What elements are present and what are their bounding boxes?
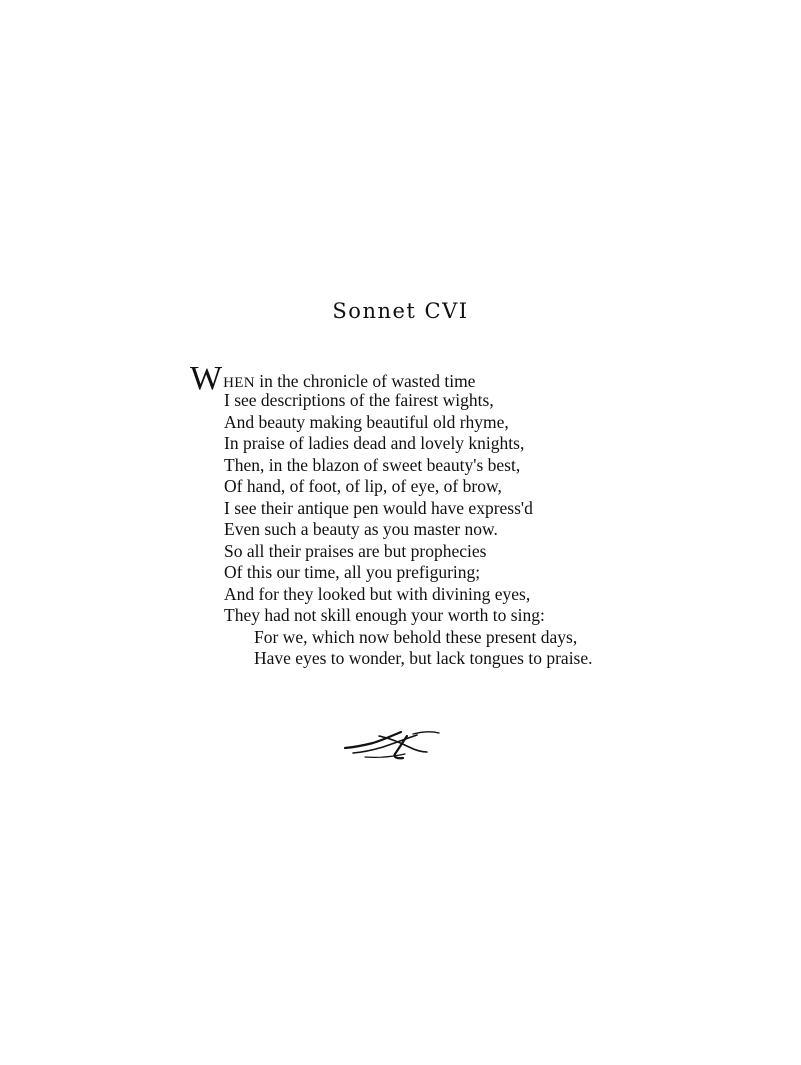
poem-line: In praise of ladies dead and lovely knights, [224,433,525,453]
couplet-line: Have eyes to wonder, but lack tongues to praise. [254,648,593,668]
poem-line: They had not skill enough your worth to sing: [224,605,545,625]
poem-line: Even such a beauty as you master now. [224,519,498,539]
poem-line: I see descriptions of the fairest wights, [224,390,494,410]
small-caps-word: HEN [223,375,255,391]
poem-line: Of hand, of foot, of lip, of eye, of brow, [224,476,502,496]
drop-cap: W [190,360,223,397]
couplet-line: For we, which now behold these present days, [254,626,578,647]
poem-line: Then, in the blazon of sweet beauty's best, [224,454,521,475]
poem-line: And beauty making beautiful old rhyme, [224,411,509,432]
page-title: Sonnet CVI [332,299,469,323]
poem-body [190,360,750,670]
poem-line: Of this our time, all you prefiguring; [224,562,481,582]
poem-line: I see their antique pen would have express'd [224,497,533,518]
poem-line: So all their praises are but prophecies [224,540,487,561]
first-line-rest: in the chronicle of wasted time [254,371,476,391]
flourish-ornament-icon [343,726,443,766]
poem-line-1 [190,360,750,397]
poem-line: And for they looked but with divining eyes, [224,583,531,604]
